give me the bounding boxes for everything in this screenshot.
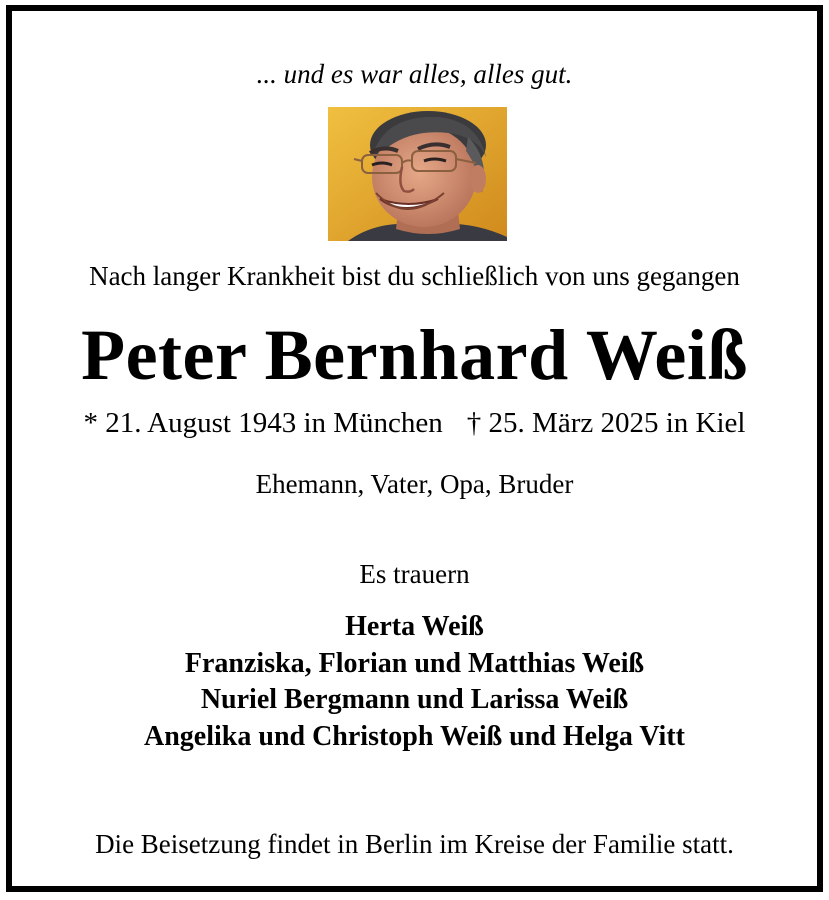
mourners-list [12,609,817,755]
motto-text: ... und es war alles, alles gut. [256,59,573,89]
mourner-line: Franziska, Florian und Matthias Weiß [184,647,645,679]
portrait-photo [328,107,507,241]
deceased-name: Peter Bernhard Weiß [81,315,748,395]
family-roles: Ehemann, Vater, Opa, Bruder [255,469,574,499]
mourner-line: Herta Weiß [345,611,484,642]
intro-text: Nach langer Krankheit bist du schließlich von uns gegangen [89,261,740,291]
burial-notice: Die Beisetzung findet in Berlin im Kreise der Familie statt. [95,829,734,859]
portrait-illustration [328,107,507,241]
mourning-heading: Es trauern [359,559,470,589]
obituary-frame [6,5,823,892]
mourner-line: Angelika und Christoph Weiß und Helga Vitt [144,720,685,752]
birth-date: * 21. August 1943 in München [83,407,443,439]
death-date: † 25. März 2025 in Kiel [466,407,746,439]
life-dates [12,409,817,438]
mourner-line: Nuriel Bergmann und Larissa Weiß [200,684,629,715]
